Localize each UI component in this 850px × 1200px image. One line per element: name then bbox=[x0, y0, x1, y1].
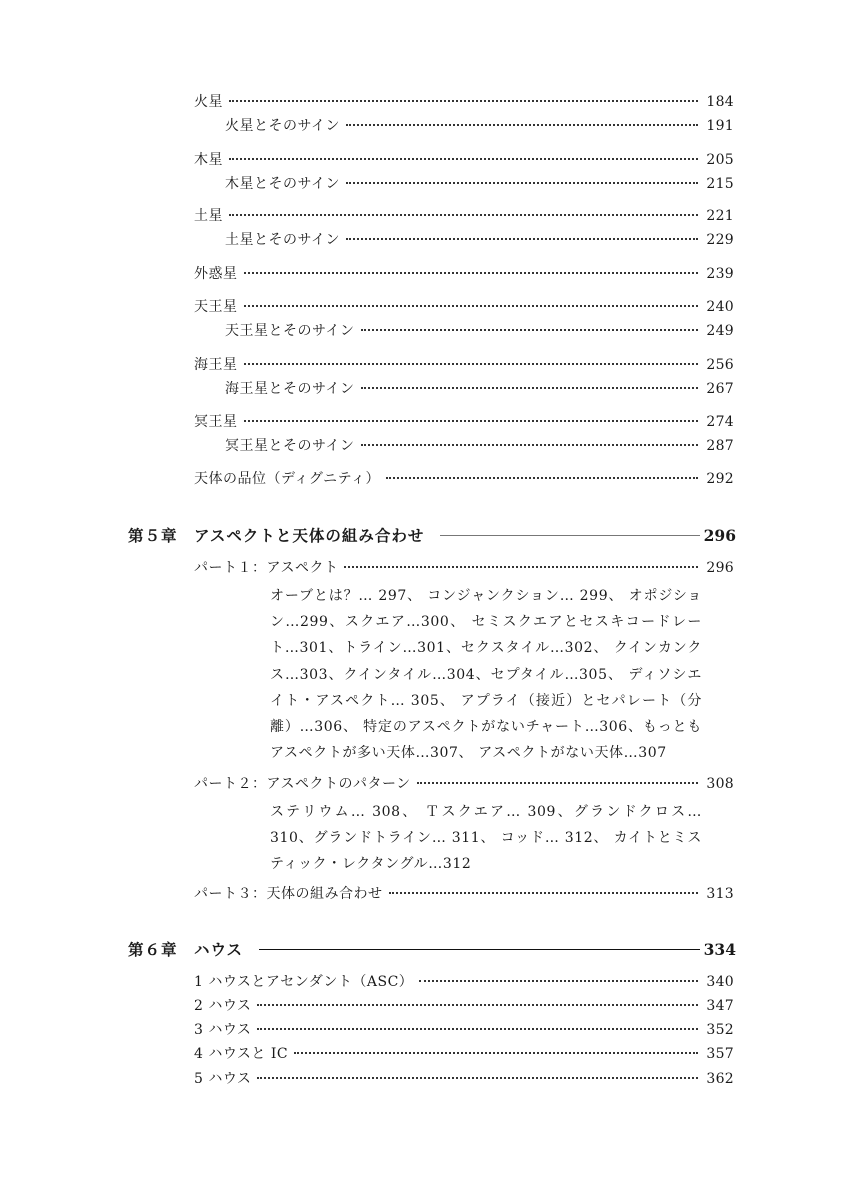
entry-label: 海王星とそのサイン bbox=[225, 381, 355, 397]
dot-leader bbox=[244, 272, 699, 274]
toc-entry-house-2 bbox=[194, 997, 734, 1015]
entry-label: パート１：アスペクト bbox=[194, 560, 339, 576]
dot-leader bbox=[419, 980, 698, 982]
entry-page: 352 bbox=[706, 1022, 734, 1038]
entry-page: 191 bbox=[706, 118, 734, 134]
toc-entry-part1 bbox=[194, 559, 734, 577]
toc-entry-dignity bbox=[194, 470, 734, 488]
dot-leader bbox=[257, 1004, 698, 1006]
entry-label: 5 ハウス bbox=[194, 1071, 252, 1087]
dot-leader bbox=[244, 420, 699, 422]
toc-entry-house-5 bbox=[194, 1070, 734, 1088]
entry-page: 313 bbox=[706, 886, 734, 902]
chapter-page: 334 bbox=[703, 939, 736, 959]
entry-page: 308 bbox=[706, 776, 734, 792]
entry-label: 天体の品位（ディグニティ） bbox=[194, 471, 380, 487]
dot-leader bbox=[229, 214, 698, 216]
dot-leader bbox=[229, 158, 698, 160]
entry-page: 249 bbox=[706, 323, 734, 339]
dot-leader bbox=[244, 363, 699, 365]
chapter-rule bbox=[259, 949, 700, 950]
dot-leader bbox=[389, 892, 699, 894]
chapter-5-heading bbox=[128, 524, 736, 546]
dot-leader bbox=[346, 238, 698, 240]
entry-label: 天王星 bbox=[194, 299, 238, 315]
entry-label: 火星 bbox=[194, 94, 223, 110]
entry-page: 239 bbox=[706, 266, 734, 282]
entry-label: 土星 bbox=[194, 208, 223, 224]
entry-page: 205 bbox=[706, 152, 734, 168]
entry-label: 冥王星 bbox=[194, 414, 238, 430]
entry-page: 362 bbox=[706, 1071, 734, 1087]
toc-entry-house-1 bbox=[194, 973, 734, 991]
dot-leader bbox=[361, 387, 698, 389]
dot-leader bbox=[294, 1052, 698, 1054]
dot-leader bbox=[386, 477, 698, 479]
chapter-number: 第６章 bbox=[128, 940, 178, 959]
entry-page: 274 bbox=[706, 414, 734, 430]
chapter-page: 296 bbox=[703, 525, 736, 545]
entry-label: 2 ハウス bbox=[194, 998, 252, 1014]
dot-leader bbox=[344, 566, 698, 568]
entry-page: 287 bbox=[706, 438, 734, 454]
dot-leader bbox=[346, 182, 698, 184]
toc-entry-neptune bbox=[194, 356, 734, 374]
dot-leader bbox=[361, 329, 698, 331]
entry-page: 340 bbox=[706, 974, 734, 990]
entry-label: 冥王星とそのサイン bbox=[225, 438, 355, 454]
entry-label: 3 ハウス bbox=[194, 1022, 252, 1038]
chapter-rule bbox=[440, 535, 699, 536]
toc-entry-mars-signs bbox=[225, 117, 734, 135]
entry-page: 256 bbox=[706, 357, 734, 373]
dot-leader bbox=[257, 1028, 698, 1030]
toc-entry-saturn-signs bbox=[225, 231, 734, 249]
toc-entry-jupiter-signs bbox=[225, 175, 734, 193]
toc-entry-part2 bbox=[194, 775, 734, 793]
dot-leader bbox=[417, 782, 698, 784]
dot-leader bbox=[244, 305, 699, 307]
toc-entry-outer-planets bbox=[194, 265, 734, 283]
toc-entry-saturn bbox=[194, 207, 734, 225]
entry-page: 292 bbox=[706, 471, 734, 487]
entry-page: 357 bbox=[706, 1046, 734, 1062]
part1-description: オーブとは？… 297、 コンジャンクション… 299、 オポジション…299、スクエア…300、 セミスクエアとセスキコードレート…301、トライン…301、セクスタイル…302、 クインカンクス…303、クインタイル…304、セプタイル…305、 ディソシエイト・アスペクト… 305、 アプライ（接近）とセパレート（分離）…306、 特定のアスペクトがないチャート…306、もっともアスペクトが多い天体…307、 アスペクトがない天体…307 bbox=[270, 588, 702, 762]
dot-leader bbox=[257, 1077, 698, 1079]
toc-entry-uranus bbox=[194, 298, 734, 316]
toc-entry-mars bbox=[194, 93, 734, 111]
chapter-title: ハウス bbox=[194, 940, 244, 959]
toc-entry-house-3 bbox=[194, 1021, 734, 1039]
chapter-number: 第５章 bbox=[128, 526, 178, 545]
entry-page: 240 bbox=[706, 299, 734, 315]
entry-label: 海王星 bbox=[194, 357, 238, 373]
toc-entry-pluto-signs bbox=[225, 437, 734, 455]
dot-leader bbox=[361, 444, 698, 446]
entry-label: 火星とそのサイン bbox=[225, 118, 341, 134]
entry-page: 184 bbox=[706, 94, 734, 110]
entry-label: パート３：天体の組み合わせ bbox=[194, 886, 383, 902]
chapter-title: アスペクトと天体の組み合わせ bbox=[194, 526, 425, 545]
entry-label: 4 ハウスと IC bbox=[194, 1046, 289, 1062]
chapter-6-heading bbox=[128, 938, 736, 960]
toc-entry-jupiter bbox=[194, 151, 734, 169]
entry-label: 天王星とそのサイン bbox=[225, 323, 355, 339]
entry-label: パート２：アスペクトのパターン bbox=[194, 776, 411, 792]
entry-label: 外惑星 bbox=[194, 266, 238, 282]
entry-label: 木星とそのサイン bbox=[225, 176, 341, 192]
dot-leader bbox=[229, 100, 698, 102]
entry-page: 221 bbox=[706, 208, 734, 224]
entry-page: 296 bbox=[706, 560, 734, 576]
entry-label: 木星 bbox=[194, 152, 223, 168]
toc-entry-house-4 bbox=[194, 1045, 734, 1063]
entry-label: 土星とそのサイン bbox=[225, 232, 341, 248]
toc-entry-part3 bbox=[194, 885, 734, 903]
entry-page: 215 bbox=[706, 176, 734, 192]
entry-page: 267 bbox=[706, 381, 734, 397]
entry-page: 347 bbox=[706, 998, 734, 1014]
dot-leader bbox=[346, 124, 698, 126]
entry-label: 1 ハウスとアセンダント（ASC） bbox=[194, 974, 414, 990]
toc-entry-uranus-signs bbox=[225, 322, 734, 340]
toc-entry-neptune-signs bbox=[225, 380, 734, 398]
part2-description: ステリウム… 308、 Ｔスクエア… 309、グランドクロス… 310、グランドトライン… 311、 コッド… 312、 カイトとミスティック・レクタングル…312 bbox=[270, 804, 702, 873]
toc-entry-pluto bbox=[194, 413, 734, 431]
entry-page: 229 bbox=[706, 232, 734, 248]
